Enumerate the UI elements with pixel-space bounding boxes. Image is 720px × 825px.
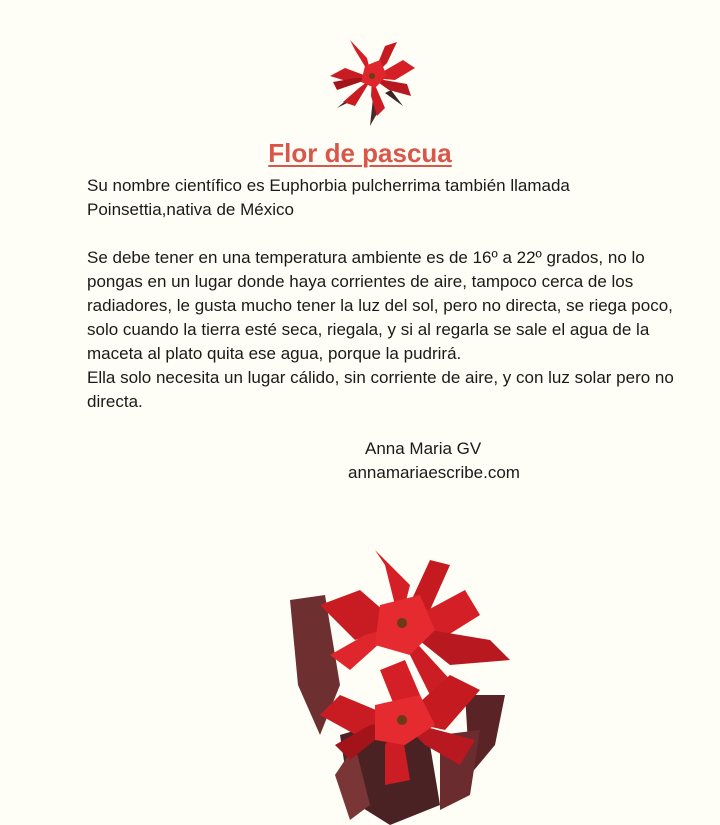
page-title: Flor de pascua xyxy=(268,138,452,168)
poinsettia-icon xyxy=(280,545,520,825)
article-body xyxy=(87,174,687,414)
paragraph-care: Se debe tener en una temperatura ambiente es de 16º a 22º grados, no lo pongas en un lugar donde haya corrientes de aire, tampoco cerca de los radiadores, le gusta mucho tener la luz del sol, pero no directa, se riega poco, solo cuando la tierra esté seca, riegala, y si al regarla se sale el agua de la maceta al plato quita ese agua, porque la pudrirá. xyxy=(87,248,673,363)
author-name: Anna Maria GV xyxy=(365,439,482,458)
paragraph-intro: Su nombre científico es Euphorbia pulcherrima también llamada Poinsettia,nativa de México xyxy=(87,176,570,219)
paragraph-summary: Ella solo necesita un lugar cálido, sin corriente de aire, y con luz solar pero no directa. xyxy=(87,368,674,411)
poinsettia-icon xyxy=(325,38,420,126)
author-website: annamariaescribe.com xyxy=(348,463,520,482)
